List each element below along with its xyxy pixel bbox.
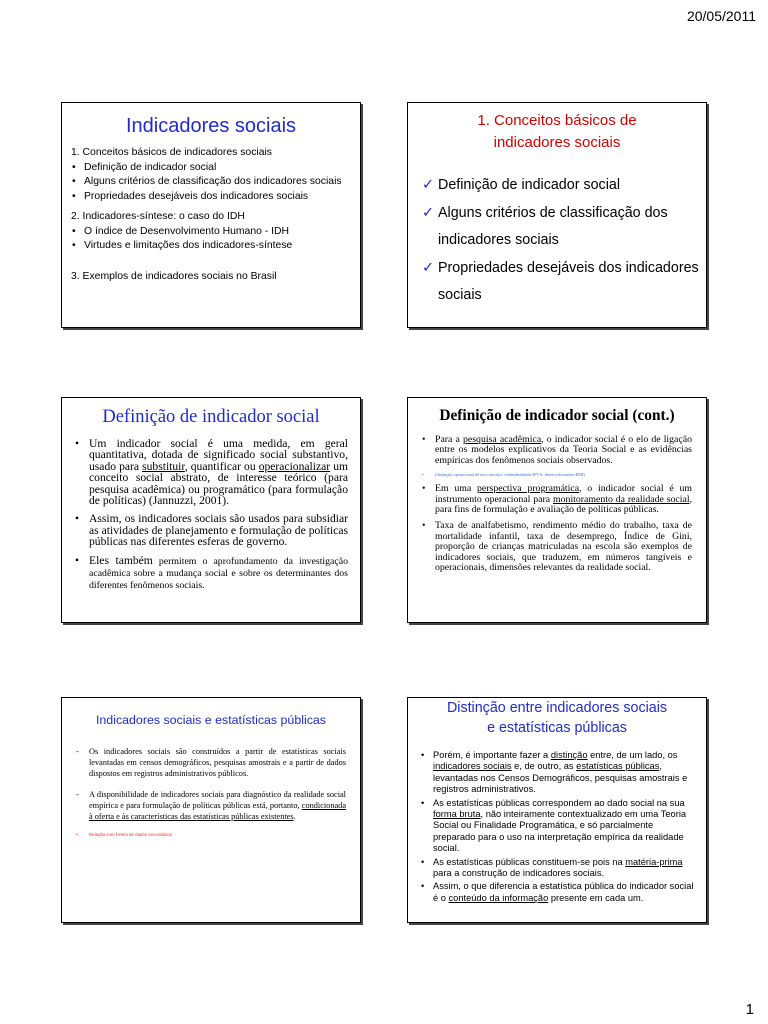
- slide-5: [61, 697, 361, 923]
- slide-4: [407, 397, 707, 623]
- list-item: • O índice de Desenvolvimento Humano - IDH: [71, 225, 352, 240]
- checkmark-icon: ✓: [422, 259, 434, 276]
- bullet-paragraph: • Para a pesquisa acadêmica, o indicador social é o elo de ligação entre os modelos explicativos da Teoria Social e as evidências empíricas dos fenômenos sociais observados.: [420, 435, 692, 466]
- section-list-2: [71, 225, 352, 254]
- slide-6: [407, 697, 707, 923]
- checklist: [408, 154, 706, 310]
- section-heading-2: 2. Indicadores-síntese: o caso do IDH: [71, 211, 245, 222]
- footnote: • Relação com fontes de dados secundários: [74, 832, 346, 838]
- title-line: 1. Conceitos básicos de: [477, 112, 637, 129]
- title-line: e estatísticas públicas: [487, 720, 627, 736]
- print-date: 20/05/2011: [686, 8, 756, 24]
- slide-2: [407, 102, 707, 328]
- bullet-paragraph: • Um indicador social é uma medida, em geral quantitativa, dotada de significado social substantivo, usado para substituir, quantificar ou operacionalizar um conceito social abstrato, de interesse teórico (para pesquisa acadêmica) ou programático (para formulação de políticas) (Jannuzzi, 2001).: [72, 438, 348, 506]
- bullet-paragraph: • Assim, os indicadores sociais são usados para subsidiar as atividades de planejamento e formulação de políticas públicas nas diferentes esferas de governo.: [72, 513, 348, 547]
- checklist-label: Definição de indicador social: [438, 177, 620, 193]
- bullet-paragraph: • Taxa de analfabetismo, rendimento médio do trabalho, taxa de mortalidade infantil, taxa de desemprego, Índice de Gini, proporção de crianças matriculadas na escola são exemplos de indicadores sociais, que traduzem, em números tangíveis e operacionais, dimensões relevantes da realidade social.: [420, 521, 692, 573]
- section-heading-3: 3. Exemplos de indicadores sociais no Brasil: [71, 270, 277, 282]
- slide-body: [408, 425, 706, 573]
- bullet-paragraph: - A disponibilidade de indicadores sociais para diagnóstico da realidade social empírica e para formulação de políticas públicas está, portanto, condicionada à oferta e às características das estatísticas públicas existentes.: [74, 789, 346, 822]
- bullet-paragraph: • Assim, o que diferencia a estatística pública do indicador social é o conteúdo da informação presente em cada um.: [420, 881, 696, 904]
- checklist-label: Alguns critérios de classificação dos indicadores sociais: [438, 204, 668, 248]
- checkmark-icon: ✓: [422, 204, 434, 221]
- section-list-1: [71, 161, 352, 205]
- slide-3: [61, 397, 361, 623]
- slide-body: [62, 138, 360, 284]
- list-item: • Virtudes e limitações dos indicadores-síntese: [71, 239, 352, 254]
- bullet-paragraph: • As estatísticas públicas correspondem ao dado social na sua forma bruta, não inteiramente contextualizado em uma Teoria Social ou Finalidade Programática, e só parcialmente preparado para o uso na interpretação empírica da realidade social.: [420, 798, 696, 855]
- bullet-paragraph: - Os indicadores sociais são construídos a partir de estatísticas sociais levantadas em censos demográficos, pesquisas amostrais e a partir de dados dispostos em registros administrativos públicos.: [74, 746, 346, 779]
- checklist-label: Propriedades desejáveis dos indicadores sociais: [438, 259, 699, 303]
- checklist-item: [422, 255, 700, 310]
- slide-title: [408, 698, 706, 738]
- checklist-item: [422, 172, 700, 200]
- footnote: • (distinção operacional de um conceito: vulnerabilidade/IPVS; desenvolvimento/IDH): [420, 472, 692, 478]
- bullet-paragraph: • Porém, é importante fazer a distinção entre, de um lado, os indicadores sociais e, de outro, as estatísticas públicas, levantadas nos Censos Demográficos, pesquisas amostrais e registros administrativos.: [420, 750, 696, 796]
- list-item: • Definição de indicador social: [71, 161, 352, 176]
- slide-body: [62, 428, 360, 592]
- checkmark-icon: ✓: [422, 177, 434, 193]
- bullet-paragraph: • As estatísticas públicas constituem-se pois na matéria-prima para a construção de indicadores sociais.: [420, 857, 696, 880]
- slide-body: [62, 727, 360, 838]
- slide-1: [61, 102, 361, 328]
- page-number: 1: [745, 1001, 754, 1018]
- bullet-paragraph: • Em uma perspectiva programática, o indicador social é um instrumento operacional para monitoramento da realidade social, para fins de formulação e avaliação de políticas públicas.: [420, 484, 692, 515]
- slide-title: Definição de indicador social (cont.): [439, 407, 675, 424]
- bullet-paragraph: • Eles também permitem o aprofundamento da investigação acadêmica sobre a mudança social e sobre os determinantes dos diferentes fenômenos sociais.: [72, 555, 348, 592]
- slide-title: Definição de indicador social: [102, 407, 320, 427]
- slide-title: [408, 110, 706, 154]
- list-item: • Alguns critérios de classificação dos indicadores sociais: [71, 175, 352, 190]
- section-heading-1: 1. Conceitos básicos de indicadores sociais: [71, 147, 272, 158]
- title-line: indicadores sociais: [493, 134, 621, 151]
- checklist-item: [422, 200, 700, 255]
- slide-title: Indicadores sociais e estatísticas públicas: [95, 713, 327, 727]
- slide-body: [408, 738, 706, 904]
- list-item: • Propriedades desejáveis dos indicadores sociais: [71, 190, 352, 205]
- title-line: Distinção entre indicadores sociais: [446, 700, 668, 716]
- slide-title: Indicadores sociais: [125, 115, 297, 137]
